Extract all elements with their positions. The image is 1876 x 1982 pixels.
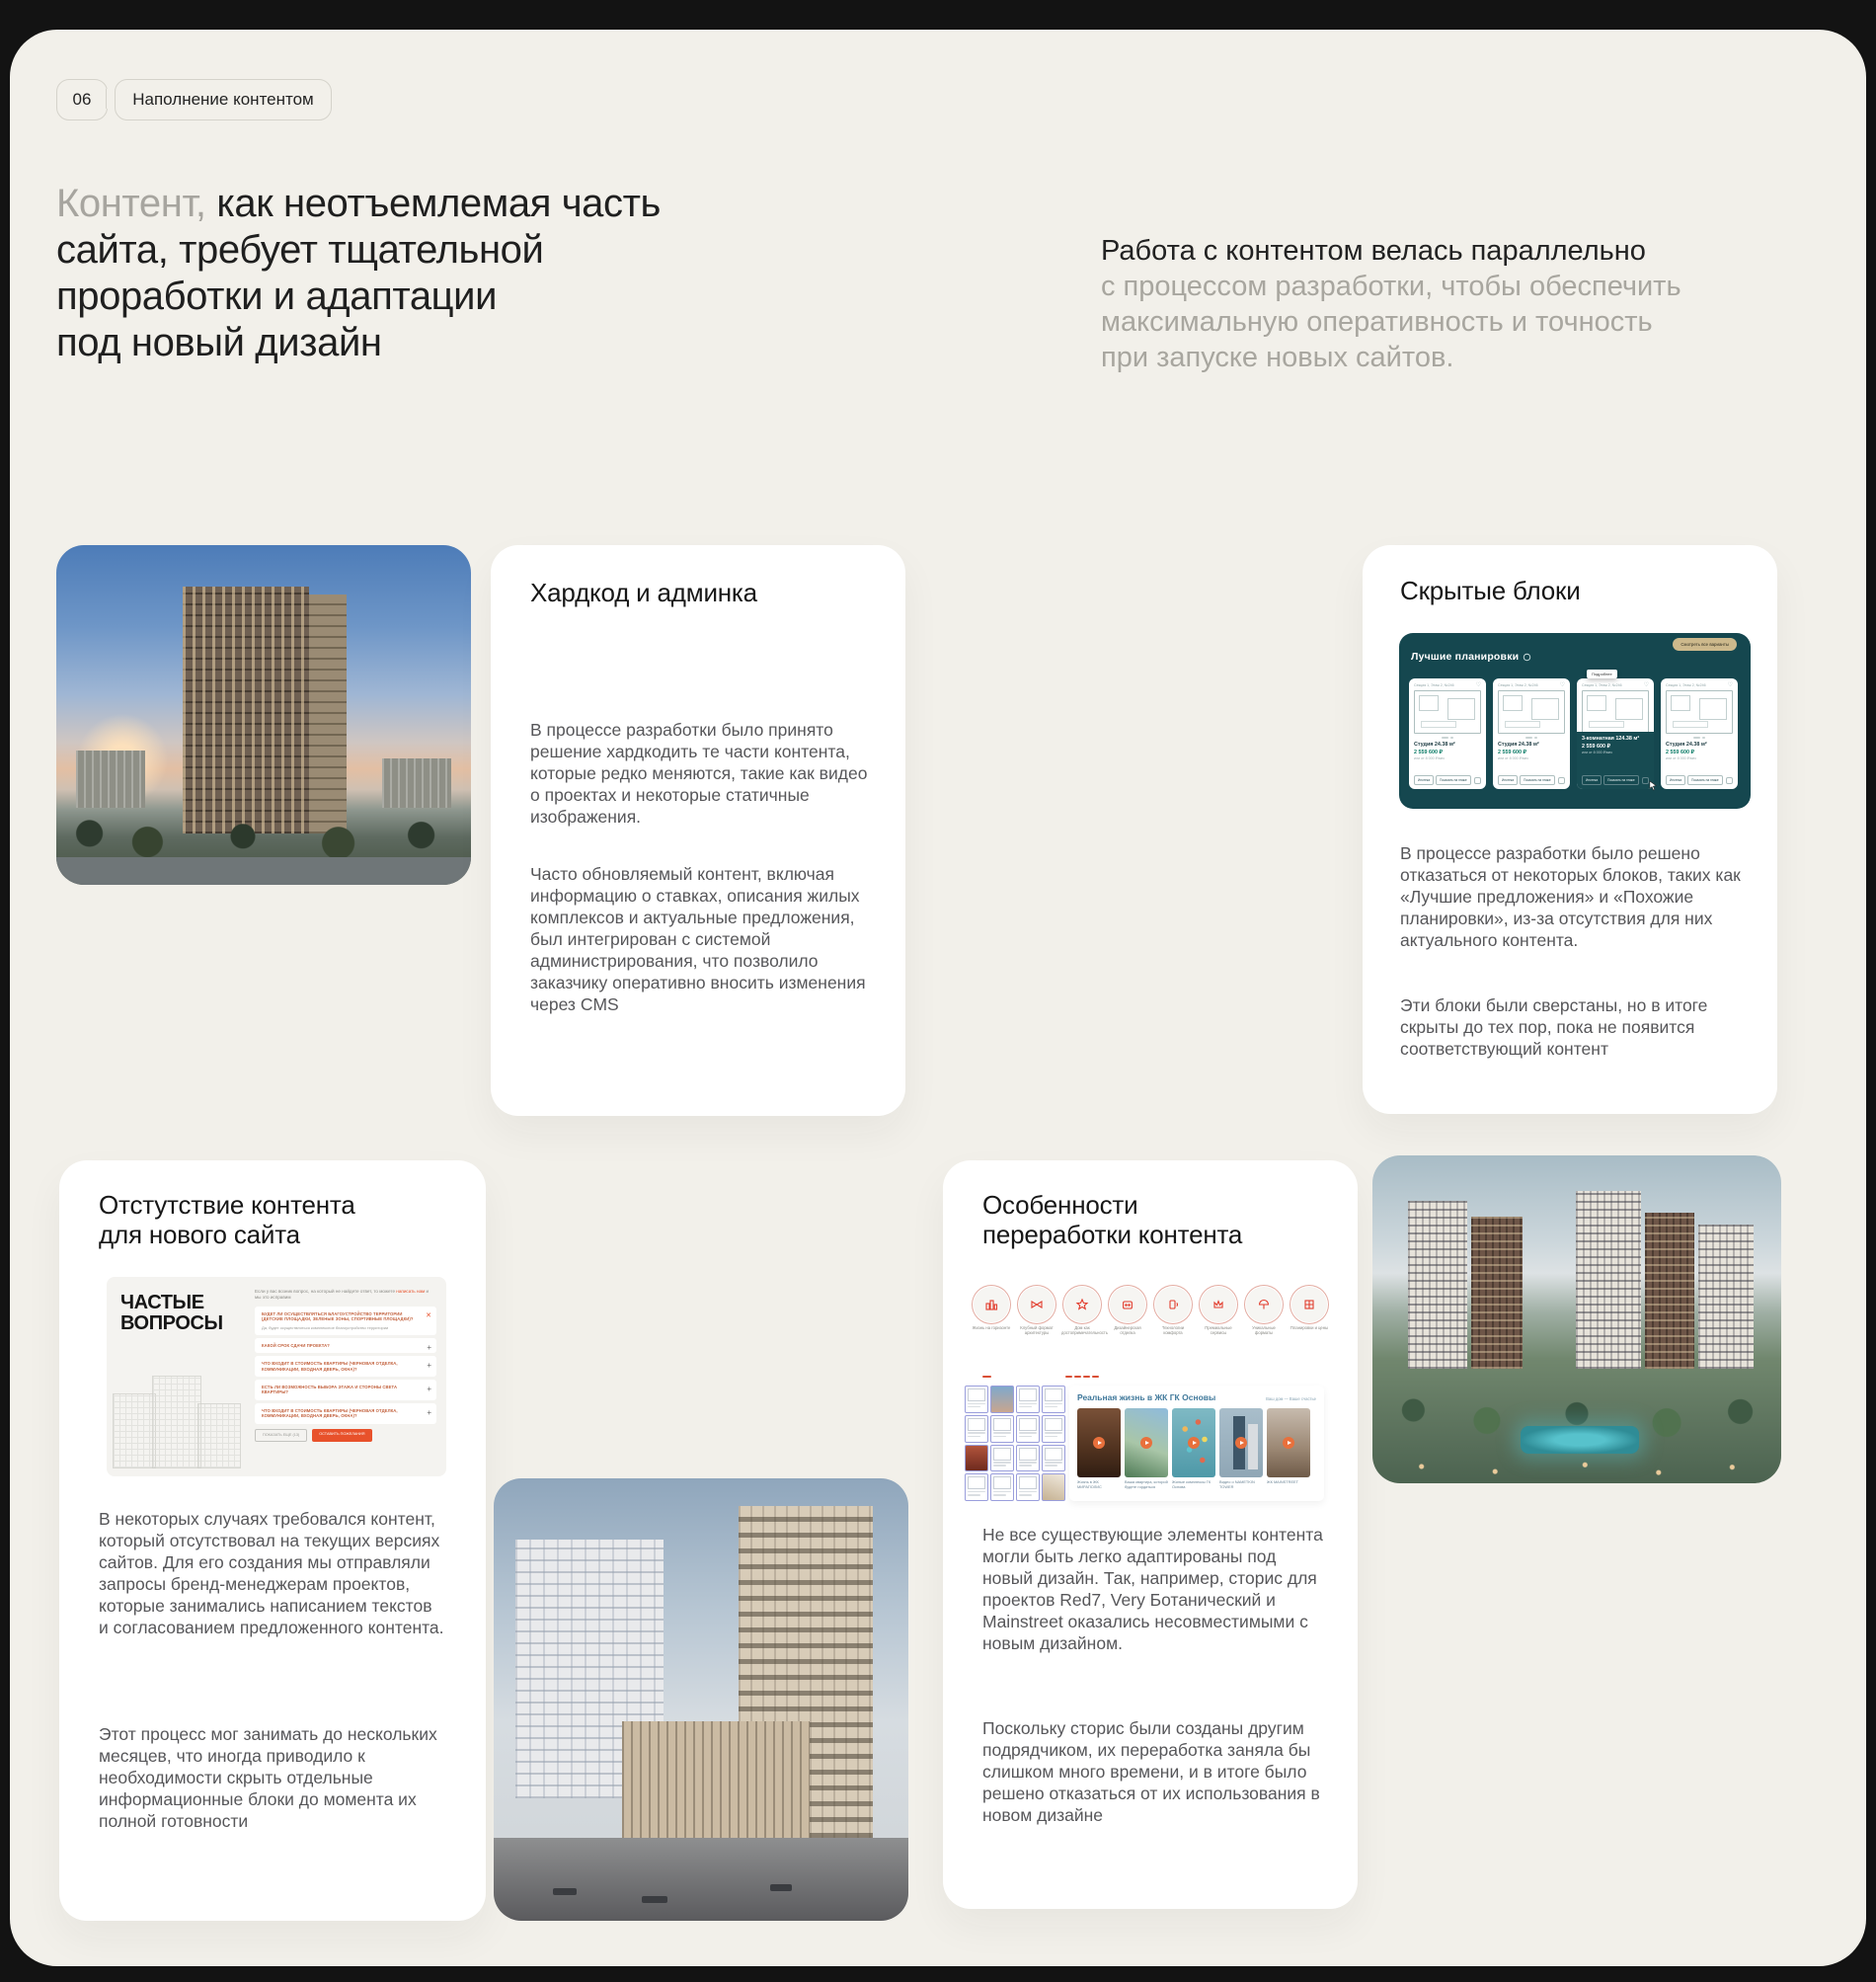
mini-plan-card — [1042, 1415, 1065, 1443]
story-item[interactable]: Дом как достопримечательность — [1061, 1287, 1103, 1335]
mini-plan-card — [1016, 1445, 1040, 1472]
brown-tower — [1471, 1217, 1523, 1369]
mini-plan-card — [1042, 1386, 1065, 1413]
faq-item[interactable]: ЧТО ВХОДИТ В СТОИМОСТЬ КВАРТИРЫ (ЧЕРНОВАЯ ОТДЕЛКА, КОММУНИКАЦИИ, ВХОДНАЯ ДВЕРЬ, ОКНА)? + — [255, 1403, 436, 1424]
more-button[interactable] — [1726, 777, 1733, 784]
story-item[interactable]: Уникальные форматы — [1243, 1287, 1285, 1335]
render-building-day-photo — [494, 1478, 908, 1921]
tower-facade — [183, 587, 309, 833]
write-us-link[interactable]: написать нам — [396, 1289, 426, 1294]
smart-phone-icon — [1166, 1298, 1180, 1311]
faq-item[interactable]: ЕСТЬ ЛИ ВОЗМОЖНОСТЬ ВЫБОРА ЭТАЖА И СТОРОНЫ СВЕТА КВАРТИРЫ? + — [255, 1380, 436, 1400]
mortgage-button[interactable]: Ипотека — [1498, 775, 1518, 785]
floorplan-drawing — [1414, 690, 1481, 734]
pagination-dashes — [1065, 1376, 1099, 1378]
plan-card[interactable]: Секция 1, Этаж 2, №246 ♡ Студия 24.38 м² 2 559 600 ₽ или от 8 000 ₽/мес Ипотека Показать на этаже — [1493, 678, 1570, 789]
card-hardcode-admin — [491, 545, 905, 1116]
road — [56, 857, 471, 885]
mini-plan-card — [1016, 1473, 1040, 1501]
story-item[interactable]: Дизайнерская отделка — [1107, 1287, 1148, 1335]
play-icon[interactable] — [1235, 1437, 1247, 1449]
mini-plans-grid — [965, 1386, 1065, 1501]
wireframe-building — [152, 1376, 201, 1468]
trees — [56, 802, 471, 859]
plus-icon[interactable]: + — [427, 1361, 431, 1371]
mortgage-button[interactable]: Ипотека — [1582, 775, 1602, 785]
card-content-absence — [59, 1160, 486, 1921]
window-grid-icon — [1302, 1298, 1316, 1311]
floor-button[interactable]: Показать на этаже — [1603, 775, 1639, 785]
story-item[interactable]: Жизнь на горизонте — [971, 1287, 1012, 1335]
card-paragraph: В процессе разработки было принято решение хардкодить те части контента, которые редко меняются, такие как видео о проектах и некоторые статичные изображения. — [530, 720, 868, 827]
story-item[interactable]: Клубный формат архитектуры — [1016, 1287, 1057, 1335]
plan-card-highlighted[interactable]: Подробнее Секция 1, Этаж 2, №246 ♡ 3-комнатная 124.38 м² 2 559 600 ₽ или от 8 000 ₽/мес Ипотека Показать на этаже — [1577, 678, 1654, 789]
video-story-card[interactable] — [1077, 1408, 1121, 1477]
mini-plan-card — [990, 1415, 1014, 1443]
show-more-button[interactable]: ПОКАЗАТЬ ЕЩЕ (13) — [255, 1429, 307, 1442]
car — [642, 1896, 667, 1903]
low-building — [622, 1721, 810, 1838]
mortgage-button[interactable]: Ипотека — [1414, 775, 1434, 785]
page-title-muted: Контент, — [56, 182, 206, 225]
wireframe-building — [197, 1403, 241, 1468]
more-button[interactable] — [1558, 777, 1565, 784]
card-title: Скрытые блоки — [1400, 576, 1581, 605]
floorplan-drawing — [1582, 690, 1649, 734]
plus-icon[interactable]: + — [427, 1407, 431, 1417]
faq-screenshot — [107, 1277, 446, 1476]
video-story-card[interactable] — [1267, 1408, 1310, 1477]
card-paragraph: Этот процесс мог занимать до нескольких месяцев, что иногда приводило к необходимости скрыть отдельные информационные блоки до момента их полной готовности — [99, 1724, 437, 1831]
play-icon[interactable] — [1140, 1437, 1152, 1449]
faq-item[interactable]: КАКОЙ СРОК СДАЧИ ПРОЕКТА? + — [255, 1338, 436, 1353]
card-title: Хардкод и админка — [530, 578, 757, 607]
card-title: Особенности переработки контента — [982, 1190, 1243, 1249]
mini-plan-card — [965, 1386, 988, 1413]
stories-row — [971, 1287, 1330, 1335]
bowtie-icon — [1030, 1298, 1044, 1311]
intro-title: Работа с контентом велась параллельно — [1101, 235, 1646, 267]
mini-plan-card — [965, 1415, 988, 1443]
story-item[interactable]: Премиальные сервисы — [1198, 1287, 1239, 1335]
heart-icon[interactable]: ♡ — [1643, 682, 1649, 688]
floor-button[interactable]: Показать на этаже — [1520, 775, 1555, 785]
real-life-gallery-screenshot: Реальная жизнь в ЖК ГК Основы Ваш дом — Ваше счастье Жизнь в ЖК МИРАПОЛИС Ваша квартира, которой будете гордиться Жилые комплексы ГК Основа Видео о NAMETKIN TOWER ЖК MAINSTREET — [1069, 1386, 1324, 1501]
mini-photo-card — [990, 1386, 1014, 1413]
faq-note: Если у вас возник вопрос, на который не найдете ответ, то можете написать нам и мы это исправим — [255, 1289, 430, 1300]
card-content-rework — [943, 1160, 1358, 1909]
card-paragraph: Не все существующие элементы контента могли быть легко адаптированы под новый дизайн. Так, например, сторис для проектов Red7, Very Ботанический и Mainstreet оказались несовместимыми с новым дизайном. — [982, 1525, 1323, 1653]
play-icon[interactable] — [1283, 1437, 1294, 1449]
car — [770, 1884, 792, 1891]
plan-card-selected-area: 3-комнатная 124.38 м² 2 559 600 ₽ или от 8 000 ₽/мес Ипотека Показать на этаже — [1577, 732, 1654, 789]
video-story-card[interactable] — [1172, 1408, 1215, 1477]
tower-side — [309, 595, 347, 833]
video-story-card[interactable] — [1125, 1408, 1168, 1477]
heart-icon[interactable]: ♡ — [1559, 682, 1565, 688]
garden-lights — [1372, 1450, 1781, 1483]
leave-wishes-button[interactable]: ОСТАВИТЬ ПОЖЕЛАНИЯ — [312, 1429, 371, 1442]
floorplan-drawing — [1498, 690, 1565, 734]
mini-plan-card — [1016, 1386, 1040, 1413]
card-paragraph: Поскольку сторис были созданы другим подрядчиком, их переработка заняла бы слишком много времени, и в итоге было решено отказаться от их использования в новом дизайне — [982, 1718, 1320, 1825]
plus-icon[interactable]: + — [427, 1385, 431, 1394]
chapter-label: Наполнение контентом — [132, 90, 314, 109]
mini-photo-card — [965, 1445, 988, 1472]
white-grid-tower — [1576, 1191, 1641, 1369]
card-paragraph: Эти блоки были сверстаны, но в итоге скрыты до тех пор, пока не появится соответствующий контент — [1400, 995, 1708, 1059]
render-complex-evening-photo — [1372, 1155, 1781, 1483]
building-icon — [984, 1298, 998, 1311]
video-story-card[interactable] — [1219, 1408, 1263, 1477]
sofa-icon — [1121, 1298, 1134, 1311]
more-button[interactable] — [1474, 777, 1481, 784]
low-building — [382, 758, 451, 808]
low-building — [76, 751, 145, 808]
chapter-number-badge — [56, 79, 108, 120]
plan-card[interactable]: Секция 1, Этаж 2, №246 ♡ Студия 24.38 м² 2 559 600 ₽ или от 8 000 ₽/мес Ипотека Показать на этаже — [1661, 678, 1738, 789]
ground — [494, 1838, 908, 1921]
gallery-title: Реальная жизнь в ЖК ГК Основы — [1077, 1392, 1216, 1402]
render-building-dusk-photo — [56, 545, 471, 885]
plan-card[interactable]: Секция 1, Этаж 2, №246 ♡ Студия 24.38 м² 2 559 600 ₽ или от 8 000 ₽/мес Ипотека Показать на этаже — [1409, 678, 1486, 789]
faq-heading: ЧАСТЫЕ ВОПРОСЫ — [120, 1292, 223, 1334]
mini-photo-card — [1042, 1473, 1065, 1501]
floor-button[interactable]: Показать на этаже — [1687, 775, 1723, 785]
intro-text: Работа с контентом велась параллельно с процессом разработки, чтобы обеспечить максимальную оперативность и точность при запуске новых сайтов. — [1101, 233, 1753, 375]
heart-icon[interactable]: ♡ — [1475, 682, 1481, 688]
story-item[interactable]: Технологии комфорта — [1152, 1287, 1194, 1335]
close-icon[interactable]: ✕ — [426, 1312, 431, 1319]
chapter-number: 06 — [72, 90, 92, 109]
mini-plan-card — [990, 1445, 1014, 1472]
umbrella-icon — [1257, 1298, 1271, 1311]
planirovki-title: Лучшие планировки — [1411, 651, 1520, 663]
white-grid-tower — [1698, 1225, 1754, 1369]
star-icon — [1075, 1298, 1089, 1311]
heart-icon[interactable]: ♡ — [1727, 682, 1733, 688]
tower-silhouette — [1248, 1424, 1258, 1469]
white-grid-tower — [1408, 1201, 1467, 1369]
chapter-label-badge — [115, 79, 332, 120]
plus-icon[interactable]: + — [427, 1342, 431, 1352]
pagination-dash — [982, 1376, 991, 1378]
faq-item-expanded[interactable]: БУДЕТ ЛИ ОСУЩЕСТВЛЯТЬСЯ БЛАГОУСТРОЙСТВО ТЕРРИТОРИИ (ДЕТСКИЕ ПЛОЩАДКИ, ЗЕЛЕНЫЕ ЗОНЫ, СПОРТИВНЫЕ ПЛОЩАДКИ)? Да, будет осуществляться комплексное благоустройство территории ✕ — [255, 1307, 436, 1335]
mini-plan-card — [1042, 1445, 1065, 1472]
planirovki-screenshot — [1399, 633, 1751, 809]
page-title: Контент, как неотъемлемая часть сайта, требует тщательной проработки и адаптации под новый дизайн — [56, 182, 661, 364]
crown-icon — [1212, 1298, 1225, 1311]
mini-plan-card — [965, 1473, 988, 1501]
brown-tower — [1645, 1213, 1694, 1369]
story-item[interactable]: Планировки и цены — [1289, 1287, 1330, 1335]
faq-item[interactable]: ЧТО ВХОДИТ В СТОИМОСТЬ КВАРТИРЫ (ЧЕРНОВАЯ ОТДЕЛКА, КОММУНИКАЦИИ, ВХОДНАЯ ДВЕРЬ, ОКНА)? + — [255, 1356, 436, 1377]
floorplan-drawing — [1666, 690, 1733, 734]
panel-title-icon — [1523, 653, 1531, 662]
more-button[interactable] — [1642, 777, 1649, 784]
see-all-variants-button[interactable]: Смотреть все варианты — [1673, 638, 1737, 651]
mini-plan-card — [990, 1473, 1014, 1501]
card-paragraph: В процессе разработки было решено отказаться от некоторых блоков, таких как «Лучшие предложения» и «Похожие планировки», из-за отсутствия для них актуального контента. — [1400, 843, 1741, 950]
tooltip: Подробнее — [1587, 670, 1617, 678]
car — [553, 1888, 577, 1895]
card-paragraph: В некоторых случаях требовался контент, который отсутствовал на текущих версиях сайтов. Для его создания мы отправляли запросы бренд-менеджерам проектов, которые занимались написанием текстов и согласованием предложенного контента. — [99, 1509, 444, 1637]
floor-button[interactable]: Показать на этаже — [1436, 775, 1471, 785]
cursor-icon — [1649, 780, 1658, 791]
play-icon[interactable] — [1188, 1437, 1200, 1449]
card-paragraph: Часто обновляемый контент, включая информацию о ставках, описания жилых комплексов и актуальные предложения, был интегрирован с системой администрирования, что позволило заказчику оперативно вносить изменения через CMS — [530, 864, 866, 1014]
mortgage-button[interactable]: Ипотека — [1666, 775, 1685, 785]
wireframe-building — [113, 1393, 156, 1468]
mini-plan-card — [1016, 1415, 1040, 1443]
card-hidden-blocks — [1363, 545, 1777, 1114]
card-title: Отстутствие контента для нового сайта — [99, 1190, 355, 1249]
gallery-link[interactable]: Ваш дом — Ваше счастье — [1266, 1396, 1316, 1401]
play-icon[interactable] — [1093, 1437, 1105, 1449]
